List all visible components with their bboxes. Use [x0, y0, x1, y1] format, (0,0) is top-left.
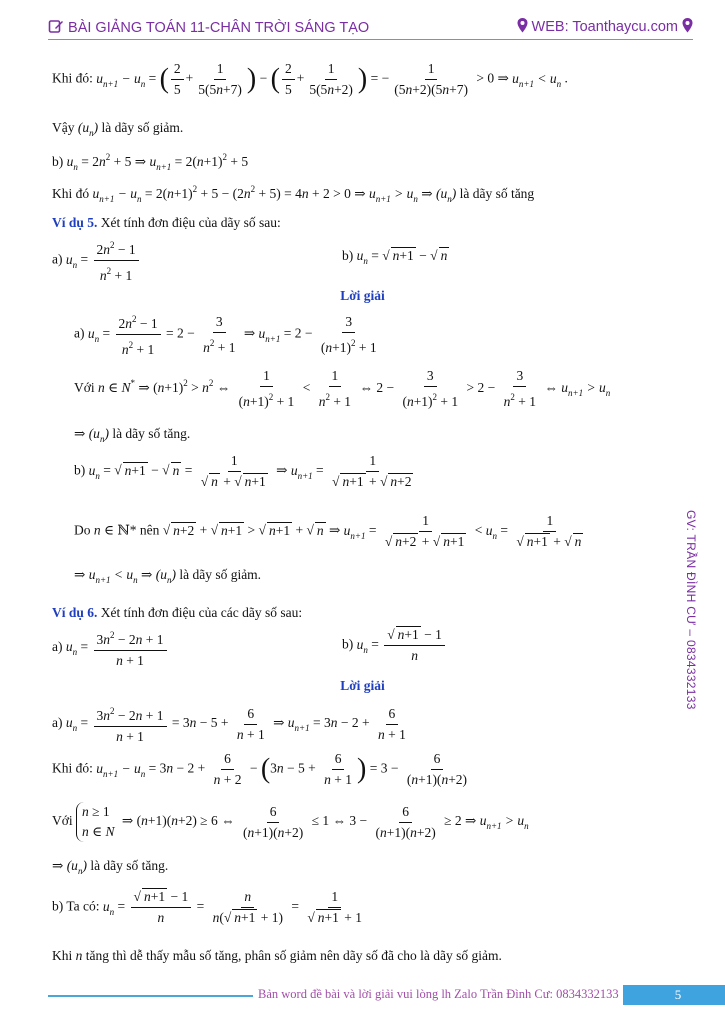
sol6-increasing: ⇒ $(u_n)$ là dãy số tăng. [52, 858, 169, 876]
location-pin-icon [682, 18, 693, 33]
footer-contact-text: Bản word đề bài và lời giải vui lòng lh Zalo Trần Đình Cư: 0834332133 [258, 987, 619, 1001]
line-4: Khi đó $u_{n+1} - u_n = 2(n+1)^2 + 5 - (2n^2 + 5) = 4n + 2 > 0$ ⇒ $u_{n+1} > u_n$ ⇒ $(u_n)$ là dãy số tăng [52, 184, 535, 204]
sol5-since: Do n ∈ ℕ* nên √ n+2 + √ n+1 > √ n+1 + √ n ⇒ $u_{n+1}$ = $\frac{1}{√ n+2 + √ n+1}$ < $u_n$ = $\frac{1}{√ n+1 + √ n}$ [74, 513, 582, 549]
sol5-increasing: ⇒ $(u_n)$ là dãy số tăng. [74, 426, 191, 444]
example-6-b: b) $u_n$ = $\frac{√ n+1 - 1}{n}$ [342, 626, 447, 665]
page-number: 5 [623, 985, 725, 1005]
sol6-conclusion: Khi n tăng thì dễ thấy mẫu số tăng, phân số giảm nên dãy số đã cho là dãy số giảm. [52, 948, 502, 963]
header-website: WEB: Toanthaycu.com [531, 19, 678, 35]
sol6-then: Khi đó: $u_{n+1} - u_n = 3n - 2$ + $\frac{6}{n + 2}$ − (3n − 5 + $\frac{6}{n + 1}$ ) = 3 − $\frac{6}{(n+1)(n+2)}$ [52, 751, 468, 787]
location-pin-icon [517, 18, 528, 33]
header-title: BÀI GIẢNG TOÁN 11-CHÂN TRỜI SÁNG TẠO [68, 20, 370, 36]
sol5-b: b) $u_n$ = √ n+1 − √ n = $\frac{1}{√ n + √ n+1}$ ⇒ $u_{n+1}$ = $\frac{1}{√ n+1 + √ n+2}$ [74, 453, 412, 489]
line-3: b) $u_n = 2n^2 + 5$ ⇒ $u_{n+1} = 2(n+1)^2 + 5$ [52, 152, 249, 172]
header-rule [48, 39, 693, 40]
sol6-with: Với n ≥ 1 n ∈ N ⇒ (n+1)(n+2) ≥ 6 ⇔ $\frac{6}{(n+1)(n+2)}$ ≤ 1 ⇔ 3 − $\frac{6}{(n+1)(n+2)}$ ≥ 2 ⇒ $u_{n+1} > u_n$ [52, 802, 529, 842]
example-5-heading: Ví dụ 5. Xét tính đơn điệu của dãy số sau: [52, 215, 281, 230]
page-footer [48, 985, 725, 1007]
solution-heading-6: Lời giải [340, 678, 385, 693]
edit-icon [48, 18, 64, 34]
example-5-b: b) $u_n$ = √ n+1 − √ n [342, 248, 448, 266]
side-author-text: GV: TRẦN ĐÌNH CƯ – 0834332133 [684, 510, 698, 710]
solution-heading-5: Lời giải [340, 288, 385, 303]
line-2: Vậy $(u_n)$ là dãy số giảm. [52, 120, 184, 138]
sol5-decreasing: ⇒ $u_{n+1} < u_n$ ⇒ $(u_n)$ là dãy số giảm. [74, 567, 262, 585]
footer-rule [48, 995, 253, 997]
example-5-a: a) $u_n$ = $\frac{2n^2 - 1}{n^2 + 1}$ [52, 236, 141, 285]
sol6-a: a) $u_n$ = $\frac{3n^2 - 2n + 1}{n + 1}$ = 3n − 5 + $\frac{6}{n + 1}$ ⇒ $u_{n+1} = 3n - 2$ + $\frac{6}{n + 1}$ [52, 702, 411, 746]
header-left [48, 18, 369, 36]
example-6-heading: Ví dụ 6. Xét tính đơn điệu của các dãy số sau: [52, 605, 303, 620]
header-right [517, 18, 693, 35]
sol5-with: Với n ∈ N* ⇒ $(n+1)^2 > n^2$ ⇔ $\frac{1}{(n+1)^2 + 1}$ < $\frac{1}{n^2 + 1}$ ⇔ 2 − $\frac{3}{(n+1)^2 + 1}$ > 2 − $\frac{3}{n^2 + 1}$ ⇔ $u_{n+1} > u_n$ [74, 368, 611, 409]
line-1: Khi đó: $u_{n+1} - u_n$ = ( $\frac{2}{5}$ + $\frac{1}{5(5n+7)}$ ) − ( $\frac{2}{5}$ + $\frac{1}{5(5n+2)}$ ) = − $\frac{1}{(5n+2)(5n+7)}$ > 0 ⇒ $u_{n+1} < u_n$ . [52, 61, 568, 97]
sol5-a: a) $u_n$ = $\frac{2n^2 - 1}{n^2 + 1}$ = 2 − $\frac{3}{n^2 + 1}$ ⇒ $u_{n+1} = 2$ − $\frac{3}{(n+1)^2 + 1}$ [74, 310, 382, 359]
example-6-a: a) $u_n$ = $\frac{3n^2 - 2n + 1}{n + 1}$ [52, 626, 169, 670]
sol6-b: b) Ta có: $u_n$ = $\frac{√ n+1 - 1}{n}$ = $\frac{n}{n(√ n+1 + 1)}$ = $\frac{1}{√ n+1 + 1}$ [52, 889, 363, 925]
page-header [48, 14, 693, 40]
